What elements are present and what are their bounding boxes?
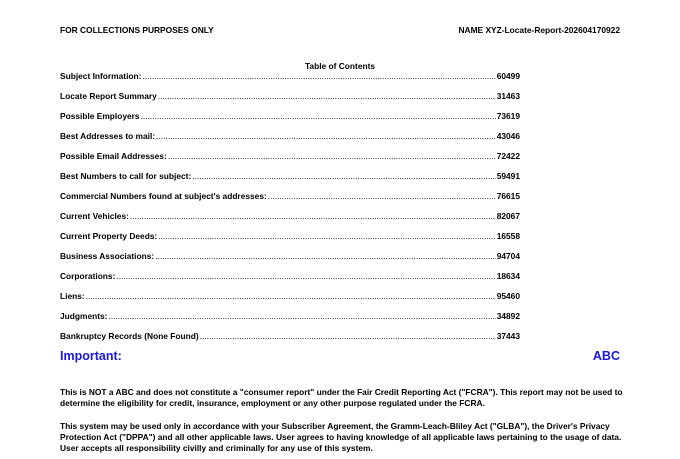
- toc-item-label: Commercial Numbers found at subject's addresses:: [60, 191, 267, 201]
- header-purpose: FOR COLLECTIONS PURPOSES ONLY: [60, 25, 214, 35]
- toc-leader-dots: [155, 251, 496, 261]
- toc-title: Table of Contents: [304, 61, 376, 71]
- toc-item-page: 73619: [496, 111, 520, 121]
- toc-item-label: Corporations:: [60, 271, 116, 281]
- toc-item-property-deeds[interactable]: [60, 230, 520, 250]
- toc-item-label: Current Property Deeds:: [60, 231, 158, 241]
- important-heading: Important:: [60, 349, 122, 363]
- toc-item-page: 37443: [496, 331, 520, 341]
- toc-item-page: 59491: [496, 171, 520, 181]
- toc-item-page: 95460: [496, 291, 520, 301]
- toc-item-business-associations[interactable]: [60, 250, 520, 270]
- toc-item-best-addresses[interactable]: [60, 130, 520, 150]
- toc-item-subject-information[interactable]: [60, 70, 520, 90]
- toc-item-commercial-numbers[interactable]: [60, 190, 520, 210]
- toc-item-label: Current Vehicles:: [60, 211, 129, 221]
- toc-item-label: Best Numbers to call for subject:: [60, 171, 192, 181]
- toc-item-page: 43046: [496, 131, 520, 141]
- toc-leader-dots: [156, 131, 496, 141]
- toc-leader-dots: [108, 311, 495, 321]
- toc-leader-dots: [200, 331, 496, 341]
- toc-item-liens[interactable]: [60, 290, 520, 310]
- toc-item-possible-employers[interactable]: [60, 110, 520, 130]
- toc-item-corporations[interactable]: [60, 270, 520, 290]
- toc-item-label: Possible Email Addresses:: [60, 151, 167, 161]
- toc-item-page: 31463: [496, 91, 520, 101]
- toc-item-label: Best Addresses to mail:: [60, 131, 156, 141]
- toc-leader-dots: [158, 91, 496, 101]
- table-of-contents: [60, 70, 520, 350]
- toc-item-page: 94704: [496, 251, 520, 261]
- toc-leader-dots: [192, 171, 495, 181]
- toc-item-page: 34892: [496, 311, 520, 321]
- toc-item-best-numbers[interactable]: [60, 170, 520, 190]
- usage-disclaimer: This system may be used only in accordance with your Subscriber Agreement, the Gramm-Leach-Bliley Act ("GLBA"), the Driver's Privacy Protection Act ("DPPA") and all other applicable laws. User agrees to having knowledge of all applicable laws pertaining to the usage of data. User accepts all responsibility civilly and criminally for any use of this system.: [60, 421, 622, 453]
- toc-item-label: Judgments:: [60, 311, 108, 321]
- toc-item-label: Subject Information:: [60, 71, 142, 81]
- toc-leader-dots: [86, 291, 496, 301]
- toc-item-bankruptcy-records[interactable]: [60, 330, 520, 350]
- toc-leader-dots: [142, 71, 495, 81]
- toc-item-page: 72422: [496, 151, 520, 161]
- toc-item-locate-report-summary[interactable]: [60, 90, 520, 110]
- toc-item-page: 60499: [496, 71, 520, 81]
- brand-label: ABC: [592, 349, 620, 363]
- toc-leader-dots: [158, 231, 495, 241]
- toc-leader-dots: [130, 211, 496, 221]
- toc-item-label: Business Associations:: [60, 251, 155, 261]
- toc-leader-dots: [268, 191, 496, 201]
- toc-item-page: 82067: [496, 211, 520, 221]
- fcra-disclaimer: This is NOT a ABC and does not constitute a "consumer report" under the Fair Credit Reporting Act ("FCRA"). This report may not be used to determine the eligibility for credit, insurance, employment or any other purpose regulated under the FCRA.: [60, 387, 623, 408]
- toc-item-label: Locate Report Summary: [60, 91, 157, 101]
- toc-item-current-vehicles[interactable]: [60, 210, 520, 230]
- toc-item-page: 76615: [496, 191, 520, 201]
- toc-item-label: Liens:: [60, 291, 85, 301]
- toc-item-label: Bankruptcy Records (None Found): [60, 331, 199, 341]
- toc-item-judgments[interactable]: [60, 310, 520, 330]
- toc-leader-dots: [116, 271, 495, 281]
- toc-item-page: 18634: [496, 271, 520, 281]
- toc-item-label: Possible Employers: [60, 111, 140, 121]
- toc-item-page: 16558: [496, 231, 520, 241]
- header-report-name: NAME XYZ-Locate-Report-202604170922: [458, 25, 620, 35]
- toc-leader-dots: [168, 151, 496, 161]
- toc-leader-dots: [141, 111, 496, 121]
- toc-item-possible-emails[interactable]: [60, 150, 520, 170]
